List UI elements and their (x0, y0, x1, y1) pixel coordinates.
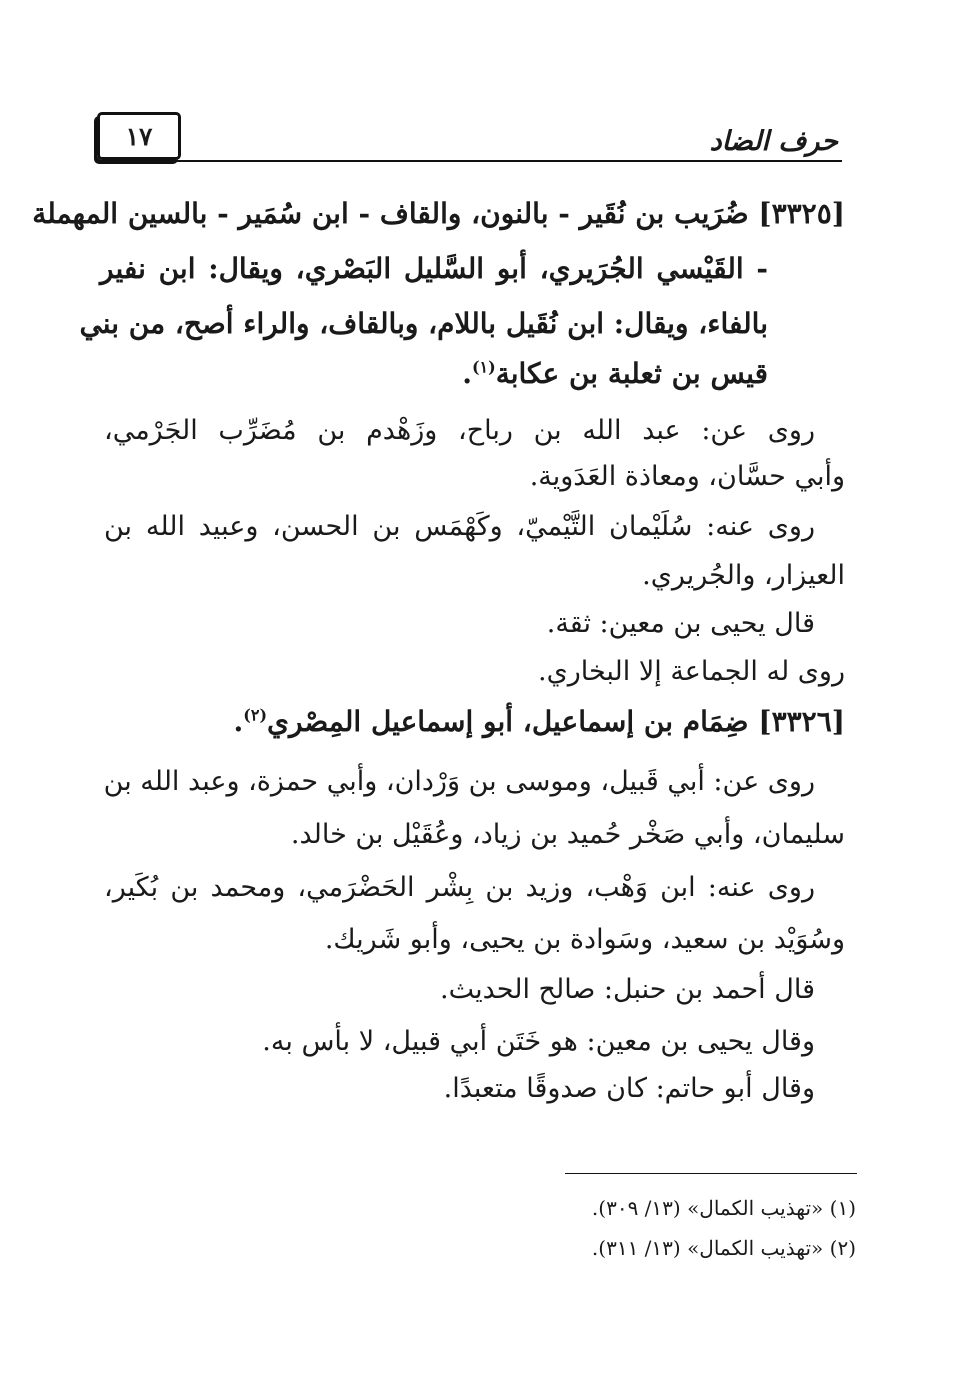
entry-heading-line: بالفاء، ويقال: ابن نُقَيل باللام، وبالقاف، والراء أصح، من بني (79, 307, 768, 340)
entry-body-line: العيزار، والجُريري. (642, 560, 845, 591)
footnote-rule (565, 1173, 857, 1174)
entry-body-line: قال أحمد بن حنبل: صالح الحديث. (440, 974, 815, 1005)
chapter-title: حرف الضاد (709, 126, 838, 157)
entry-body-line: روى عنه: سُلَيْمان التَّيْميّ، وكَهْمَس بن الحسن، وعبيد الله بن (104, 511, 815, 542)
entry-body-line: روى عن: عبد الله بن رباح، وزَهْدم بن مُضَرِّب الجَرْمي، (104, 415, 815, 446)
entry-body-line: روى له الجماعة إلا البخاري. (537, 656, 845, 687)
entry-body-line: وسُوَيْد بن سعيد، وسَوادة بن يحيى، وأبو شَريك. (324, 924, 845, 955)
entry-heading-line: - القَيْسي الجُرَيري، أبو السَّليل البَصْري، ويقال: ابن نفير (100, 252, 768, 285)
entry-heading-text: [٣٣٢٦] ضِمَام بن إسماعيل، أبو إسماعيل المِصْري (267, 705, 845, 738)
footnote: (١) «تهذيب الكمال» (١٣/ ٣٠٩). (591, 1196, 856, 1220)
entry-body-line: قال يحيى بن معين: ثقة. (546, 608, 815, 639)
entry-body-line: روى عنه: ابن وَهْب، وزيد بن بِشْر الحَضْرَمي، ومحمد بن بُكَير، (104, 872, 815, 903)
page-number: ١٧ (125, 121, 153, 151)
entry-heading-line: [٣٣٢٦] ضِمَام بن إسماعيل، أبو إسماعيل المِصْري$^{(٢)}$. (233, 705, 845, 738)
footnote-ref: (٢) (243, 705, 268, 725)
entry-body-line: وأبي حسَّان، ومعاذة العَدَوية. (529, 461, 845, 492)
footnote: (٢) «تهذيب الكمال» (١٣/ ٣١١). (591, 1236, 856, 1260)
entry-heading-text: قيس بن ثعلبة بن عكابة (495, 357, 768, 390)
footnote-ref: (١) (471, 357, 496, 377)
entry-body-line: سليمان، وأبي صَخْر حُميد بن زياد، وعُقَيْل بن خالد. (290, 819, 845, 850)
entry-body-line: وقال يحيى بن معين: هو خَتَن أبي قبيل، لا بأس به. (262, 1026, 815, 1057)
entry-body-line: روى عن: أبي قَبيل، وموسى بن وَرْدان، وأبي حمزة، وعبد الله بن (103, 766, 815, 797)
entry-heading-line: قيس بن ثعلبة بن عكابة$^{(١)}$. (462, 357, 768, 390)
page-number-box (97, 112, 181, 160)
entry-body-line: وقال أبو حاتم: كان صدوقًا متعبدًا. (443, 1073, 815, 1104)
header-rule (97, 160, 842, 162)
entry-heading-line: [٣٣٢٥] ضُرَيب بن نُقَير - بالنون، والقاف - ابن سُمَير - بالسين المهملة (32, 197, 845, 230)
